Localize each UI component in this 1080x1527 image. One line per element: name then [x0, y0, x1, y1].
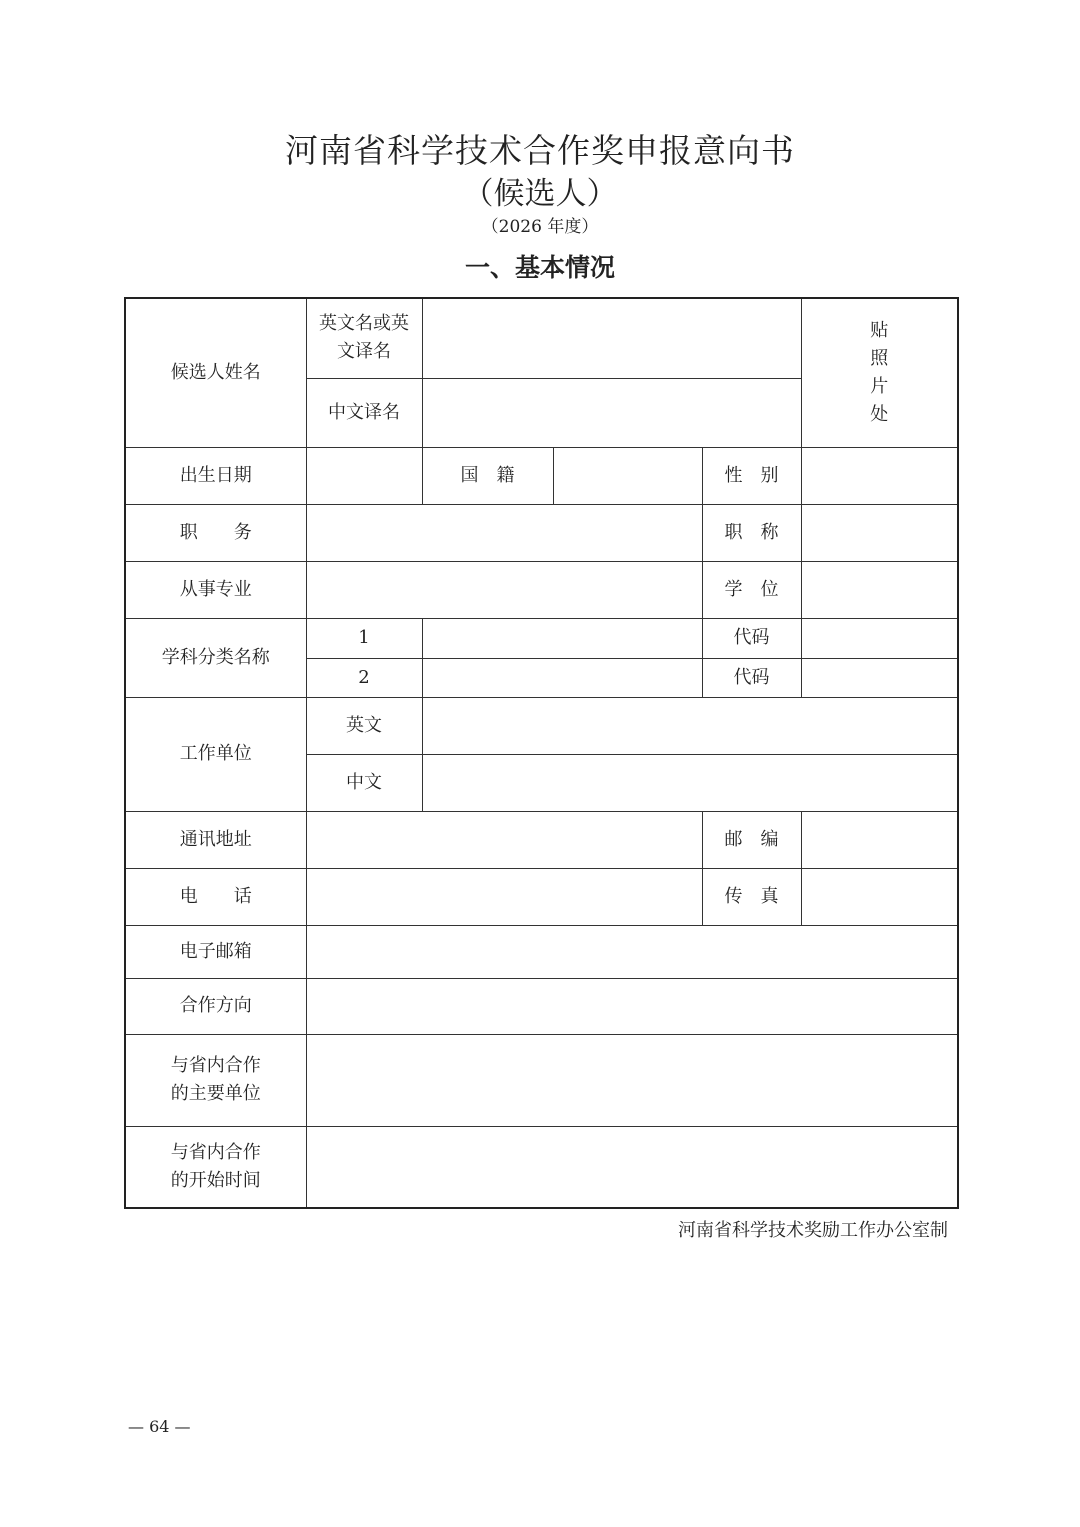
page-number: — 64 — [128, 1417, 191, 1436]
label-position: 职 务 [125, 504, 306, 561]
field-cooperation-direction[interactable] [306, 978, 958, 1034]
field-nationality[interactable] [553, 447, 702, 504]
label-start-time: 与省内合作 的开始时间 [125, 1126, 306, 1208]
label-gender: 性 别 [702, 447, 801, 504]
label-discipline-1: 1 [306, 618, 422, 658]
label-birth-date: 出生日期 [125, 447, 306, 504]
field-work-unit-cn[interactable] [422, 754, 958, 811]
label-email: 电子邮箱 [125, 925, 306, 978]
photo-placeholder: 贴 照 片 处 [801, 298, 958, 447]
document-subtitle: （候选人） [462, 176, 618, 212]
field-position[interactable] [306, 504, 702, 561]
field-main-partner[interactable] [306, 1034, 958, 1126]
field-email[interactable] [306, 925, 958, 978]
label-main-partner: 与省内合作 的主要单位 [125, 1034, 306, 1126]
issuer-note: 河南省科学技术奖励工作办公室制 [678, 1220, 948, 1241]
label-work-unit: 工作单位 [125, 697, 306, 811]
label-english-name: 英文名或英文译名 [306, 298, 422, 378]
field-degree[interactable] [801, 561, 958, 618]
label-specialty: 从事专业 [125, 561, 306, 618]
label-discipline-2: 2 [306, 658, 422, 697]
field-code-2[interactable] [801, 658, 958, 697]
field-code-1[interactable] [801, 618, 958, 658]
field-discipline-2[interactable] [422, 658, 702, 697]
field-specialty[interactable] [306, 561, 702, 618]
field-english-name[interactable] [422, 298, 801, 378]
label-code-2: 代码 [702, 658, 801, 697]
field-phone[interactable] [306, 868, 702, 925]
label-candidate-name: 候选人姓名 [125, 298, 306, 447]
label-address: 通讯地址 [125, 811, 306, 868]
document-title: 河南省科学技术合作奖申报意向书 [285, 131, 795, 170]
label-chinese-name: 中文译名 [306, 378, 422, 447]
basic-info-table [124, 297, 959, 1209]
label-fax: 传 真 [702, 868, 801, 925]
field-fax[interactable] [801, 868, 958, 925]
label-discipline: 学科分类名称 [125, 618, 306, 697]
field-title[interactable] [801, 504, 958, 561]
field-gender[interactable] [801, 447, 958, 504]
label-phone: 电 话 [125, 868, 306, 925]
field-postcode[interactable] [801, 811, 958, 868]
field-chinese-name[interactable] [422, 378, 801, 447]
field-start-time[interactable] [306, 1126, 958, 1208]
label-postcode: 邮 编 [702, 811, 801, 868]
field-work-unit-en[interactable] [422, 697, 958, 754]
field-discipline-1[interactable] [422, 618, 702, 658]
label-degree: 学 位 [702, 561, 801, 618]
label-nationality: 国 籍 [422, 447, 553, 504]
label-work-unit-cn: 中文 [306, 754, 422, 811]
field-address[interactable] [306, 811, 702, 868]
label-cooperation-direction: 合作方向 [125, 978, 306, 1034]
document-year: （2026 年度） [481, 217, 599, 237]
section-heading: 一、基本情况 [464, 253, 615, 282]
label-title: 职 称 [702, 504, 801, 561]
label-code-1: 代码 [702, 618, 801, 658]
field-birth-date[interactable] [306, 447, 422, 504]
label-work-unit-en: 英文 [306, 697, 422, 754]
